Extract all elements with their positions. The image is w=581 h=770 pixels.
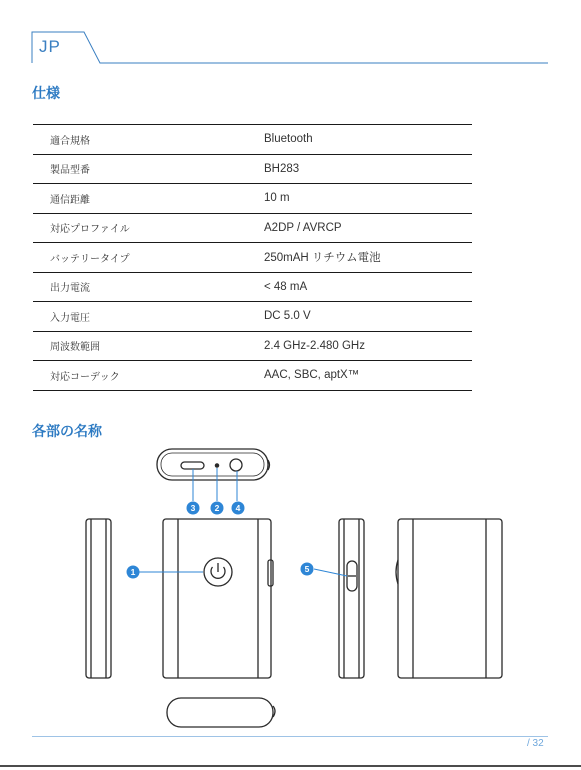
table-row bbox=[33, 272, 472, 302]
spec-value: 2.4 GHz-2.480 GHz bbox=[264, 331, 472, 361]
device-top-view bbox=[157, 449, 270, 480]
spec-value: < 48 mA bbox=[264, 272, 472, 302]
device-parts-diagram bbox=[0, 440, 581, 740]
spec-value: BH283 bbox=[264, 154, 472, 184]
table-row bbox=[33, 154, 472, 184]
callout-label: 2 bbox=[214, 503, 220, 513]
callout-4 bbox=[232, 502, 245, 515]
callout-label: 1 bbox=[130, 567, 136, 577]
spec-value: Bluetooth bbox=[264, 125, 472, 155]
spec-key: 対応コーデック bbox=[33, 361, 264, 391]
callout-label: 5 bbox=[304, 564, 310, 574]
callout-5 bbox=[301, 563, 314, 576]
device-back-view bbox=[396, 519, 502, 678]
page-number: / 32 bbox=[527, 738, 544, 749]
table-row bbox=[33, 361, 472, 391]
table-row bbox=[33, 125, 472, 155]
table-row bbox=[33, 302, 472, 332]
spec-section-title: 仕様 bbox=[32, 86, 60, 102]
device-bottom-view bbox=[167, 698, 275, 727]
table-row bbox=[33, 331, 472, 361]
spec-value: AAC, SBC, aptX™ bbox=[264, 361, 472, 391]
device-right-side-view bbox=[339, 519, 364, 678]
spec-table bbox=[33, 124, 472, 391]
callout-label: 4 bbox=[235, 503, 241, 513]
callout-1 bbox=[127, 566, 140, 579]
table-row bbox=[33, 184, 472, 214]
table-row bbox=[33, 213, 472, 243]
spec-value: 250mAH リチウム電池 bbox=[264, 243, 472, 273]
spec-key: バッテリータイプ bbox=[33, 243, 264, 273]
callout-label: 3 bbox=[190, 503, 196, 513]
spec-key: 入力電圧 bbox=[33, 302, 264, 332]
callout-3 bbox=[187, 502, 200, 515]
spec-key: 製品型番 bbox=[33, 154, 264, 184]
spec-key: 通信距離 bbox=[33, 184, 264, 214]
language-label: JP bbox=[39, 37, 61, 56]
language-tab bbox=[0, 0, 581, 70]
spec-key: 周波数範囲 bbox=[33, 331, 264, 361]
device-front-view bbox=[163, 519, 273, 678]
spec-value: DC 5.0 V bbox=[264, 302, 472, 332]
table-row bbox=[33, 243, 472, 273]
parts-section-title: 各部の名称 bbox=[32, 424, 102, 440]
spec-value: A2DP / AVRCP bbox=[264, 213, 472, 243]
device-left-side-view bbox=[86, 519, 111, 678]
spec-key: 出力電流 bbox=[33, 272, 264, 302]
spec-key: 適合規格 bbox=[33, 125, 264, 155]
callout-leaders bbox=[139, 468, 347, 576]
callout-2 bbox=[211, 502, 224, 515]
spec-key: 対応プロファイル bbox=[33, 213, 264, 243]
footer-divider bbox=[32, 736, 548, 737]
spec-value: 10 m bbox=[264, 184, 472, 214]
scan-edge-strip bbox=[0, 762, 581, 770]
